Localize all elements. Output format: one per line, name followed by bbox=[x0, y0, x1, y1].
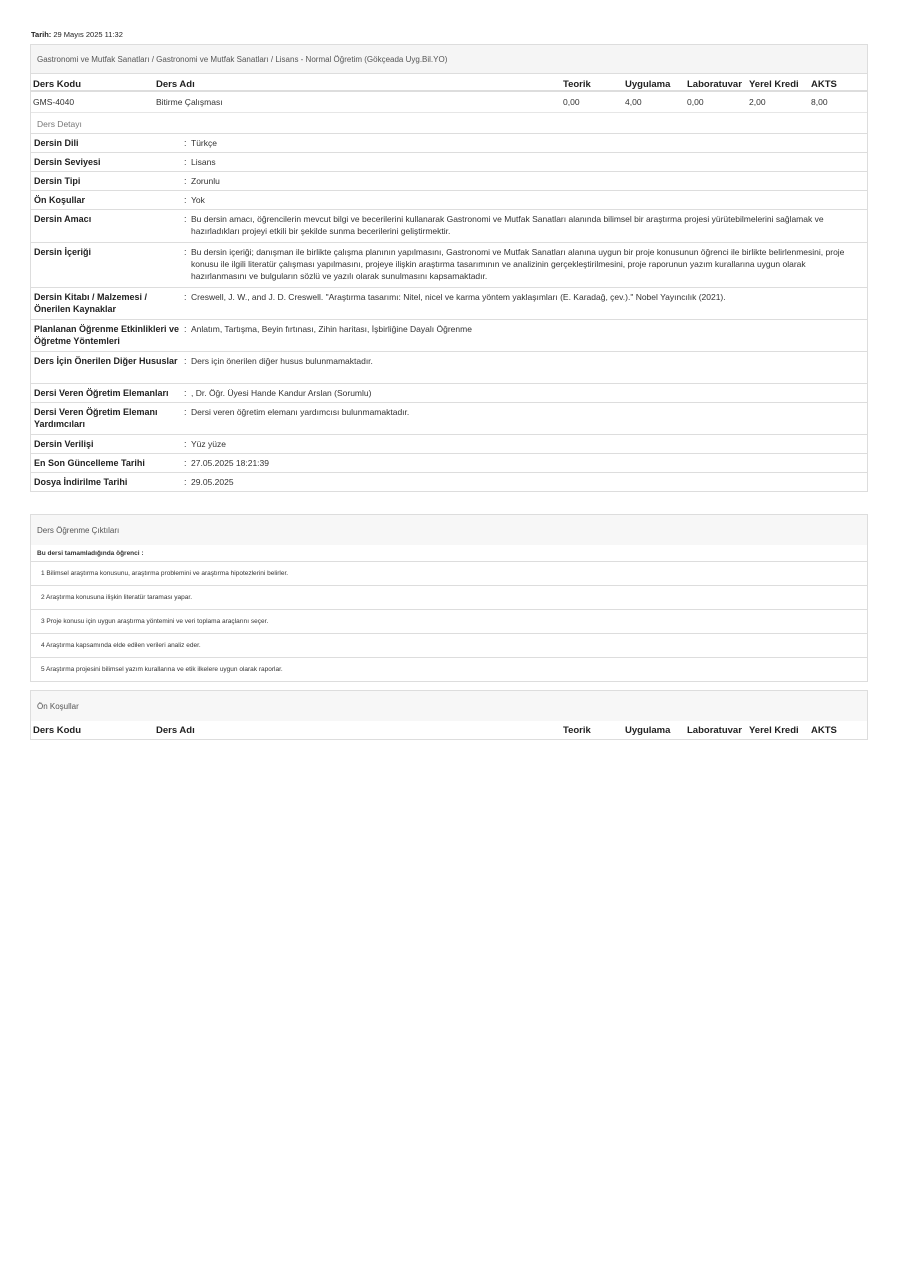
col-header: Teorik bbox=[563, 78, 591, 90]
detail-value: Bu dersin amacı, öğrencilerin mevcut bilgi ve becerilerini kullanarak Gastronomi ve Mutfak Sanatları alanında bilimsel bir araştırma projesi yürütebilmelerini sağlamak ve hazırladıkları projeyi etkili bir şekilde sunma becerilerini geliştirmektir. bbox=[191, 214, 824, 236]
detail-row bbox=[31, 287, 867, 319]
detail-colon: : bbox=[184, 247, 187, 257]
col-header: Yerel Kredi bbox=[749, 78, 799, 90]
detail-row bbox=[31, 171, 867, 190]
detail-label: Dersi Veren Öğretim Elemanı Yardımcıları bbox=[34, 407, 158, 429]
detail-row bbox=[31, 209, 867, 242]
course-code: GMS-4040 bbox=[33, 97, 75, 107]
detail-colon: : bbox=[184, 439, 187, 449]
detail-value: Lisans bbox=[191, 157, 216, 167]
detail-row bbox=[31, 351, 867, 383]
detail-value: Anlatım, Tartışma, Beyin fırtınası, Zihin haritası, İşbirliğine Dayalı Öğrenme bbox=[191, 324, 472, 334]
outcome-item: 1 Bilimsel araştırma konusunu, araştırma problemini ve araştırma hipotezlerini belirler. bbox=[31, 561, 867, 585]
detail-label: Dersin Tipi bbox=[34, 176, 81, 186]
col-header: Laboratuvar bbox=[687, 78, 742, 90]
course-practice: 4,00 bbox=[625, 97, 642, 107]
outcomes-panel bbox=[30, 514, 868, 682]
prerequisites-title: Ön Koşullar bbox=[31, 691, 867, 721]
col-header: Laboratuvar bbox=[687, 724, 742, 736]
course-panel bbox=[30, 44, 868, 492]
detail-value: 29.05.2025 bbox=[191, 477, 234, 487]
detail-colon: : bbox=[184, 477, 187, 487]
detail-label: Dersin Dili bbox=[34, 138, 79, 148]
col-header: AKTS bbox=[811, 724, 837, 736]
detail-title: Ders Detayı bbox=[37, 119, 82, 129]
col-header: Uygulama bbox=[625, 78, 671, 90]
detail-row bbox=[31, 383, 867, 402]
detail-row bbox=[31, 190, 867, 209]
detail-label: Dersin İçeriği bbox=[34, 247, 92, 257]
detail-value: Bu dersin içeriği; danışman ile birlikte çalışma planının yapılmasını, Gastronomi ve Mutfak Sanatları alanına uygun bir proje konusunun öğrenci ile birlikte belirlenmesini, proje konusu ile ilgili literatür çalışması yapılmasını, projeye ilişkin araştırma tasarımının ve analizinin gerçekleştirilmesini, proje raporunun yazım kurallarına uygun olarak hazırlanmasını ve bulguların sözlü ve yazılı olarak sunulmasını kapsamaktadır. bbox=[191, 247, 845, 281]
col-header: Yerel Kredi bbox=[749, 724, 799, 736]
detail-label: Dersin Kitabı / Malzemesi / Önerilen Kaynaklar bbox=[34, 292, 148, 314]
outcomes-title: Ders Öğrenme Çıktıları bbox=[31, 515, 867, 545]
detail-value: 27.05.2025 18:21:39 bbox=[191, 458, 269, 468]
prerequisites-panel bbox=[30, 690, 868, 740]
detail-value: Türkçe bbox=[191, 138, 217, 148]
col-header: Uygulama bbox=[625, 724, 671, 736]
detail-colon: : bbox=[184, 195, 187, 205]
print-date-label: Tarih: bbox=[31, 30, 52, 39]
col-header: Ders Adı bbox=[156, 724, 195, 736]
detail-colon: : bbox=[184, 214, 187, 224]
detail-value: , Dr. Öğr. Üyesi Hande Kandur Arslan (Sorumlu) bbox=[191, 388, 372, 398]
col-header: AKTS bbox=[811, 78, 837, 90]
course-theory: 0,00 bbox=[563, 97, 580, 107]
course-lab: 0,00 bbox=[687, 97, 704, 107]
detail-colon: : bbox=[184, 388, 187, 398]
detail-row bbox=[31, 133, 867, 152]
col-header: Teorik bbox=[563, 724, 591, 736]
detail-value: Zorunlu bbox=[191, 176, 220, 186]
detail-row bbox=[31, 434, 867, 453]
detail-value: Dersi veren öğretim elemanı yardımcısı bulunmamaktadır. bbox=[191, 407, 410, 417]
outcome-item: 3 Proje konusu için uygun araştırma yöntemini ve veri toplama araçlarını seçer. bbox=[31, 609, 867, 633]
course-ects: 8,00 bbox=[811, 97, 828, 107]
detail-value: Creswell, J. W., and J. D. Creswell. "Araştırma tasarımı: Nitel, nicel ve karma yöntem yaklaşımları (E. Karadağ, çev.)." Nobel Yayıncılık (2021). bbox=[191, 292, 726, 302]
detail-label: En Son Güncelleme Tarihi bbox=[34, 458, 145, 468]
col-header: Ders Kodu bbox=[33, 724, 82, 736]
detail-colon: : bbox=[184, 157, 187, 167]
detail-value: Yok bbox=[191, 195, 205, 205]
detail-label: Planlanan Öğrenme Etkinlikleri ve Öğretme Yöntemleri bbox=[34, 324, 180, 346]
outcome-item: 2 Araştırma konusuna ilişkin literatür taraması yapar. bbox=[31, 585, 867, 609]
detail-label: Dersin Amacı bbox=[34, 214, 92, 224]
course-table-row bbox=[31, 92, 867, 113]
col-header: Ders Kodu bbox=[33, 78, 82, 90]
program-path: Gastronomi ve Mutfak Sanatları / Gastronomi ve Mutfak Sanatları / Lisans - Normal Öğretim (Gökçeada Uyg.Bil.YO) bbox=[31, 45, 867, 74]
detail-label: Ders İçin Önerilen Diğer Hususlar bbox=[34, 356, 178, 366]
detail-row bbox=[31, 242, 867, 287]
course-table-header bbox=[31, 74, 867, 92]
detail-colon: : bbox=[184, 292, 187, 302]
detail-colon: : bbox=[184, 356, 187, 366]
detail-value: Yüz yüze bbox=[191, 439, 226, 449]
detail-colon: : bbox=[184, 138, 187, 148]
detail-row bbox=[31, 319, 867, 351]
detail-row bbox=[31, 402, 867, 434]
detail-row bbox=[31, 152, 867, 171]
detail-label: Dersi Veren Öğretim Elemanları bbox=[34, 388, 169, 398]
detail-colon: : bbox=[184, 176, 187, 186]
outcome-item: 5 Araştırma projesini bilimsel yazım kurallarına ve etik ilkelere uygun olarak raporlar. bbox=[31, 657, 867, 681]
detail-colon: : bbox=[184, 407, 187, 417]
detail-label: Dersin Verilişi bbox=[34, 439, 94, 449]
col-header: Ders Adı bbox=[156, 78, 195, 90]
detail-label: Dersin Seviyesi bbox=[34, 157, 101, 167]
detail-row bbox=[31, 472, 867, 491]
detail-label: Ön Koşullar bbox=[34, 195, 86, 205]
detail-label: Dosya İndirilme Tarihi bbox=[34, 477, 128, 487]
detail-row bbox=[31, 453, 867, 472]
course-local-credit: 2,00 bbox=[749, 97, 766, 107]
detail-colon: : bbox=[184, 324, 187, 334]
print-date bbox=[31, 30, 123, 39]
print-date-value: 29 Mayıs 2025 11:32 bbox=[53, 30, 123, 39]
prerequisites-table-header bbox=[31, 721, 867, 739]
outcome-item: 4 Araştırma kapsamında elde edilen verileri analiz eder. bbox=[31, 633, 867, 657]
detail-value: Ders için önerilen diğer husus bulunmamaktadır. bbox=[191, 356, 373, 366]
outcomes-lead: Bu dersi tamamladığında öğrenci : bbox=[37, 549, 144, 557]
course-name: Bitirme Çalışması bbox=[156, 97, 223, 107]
detail-colon: : bbox=[184, 458, 187, 468]
